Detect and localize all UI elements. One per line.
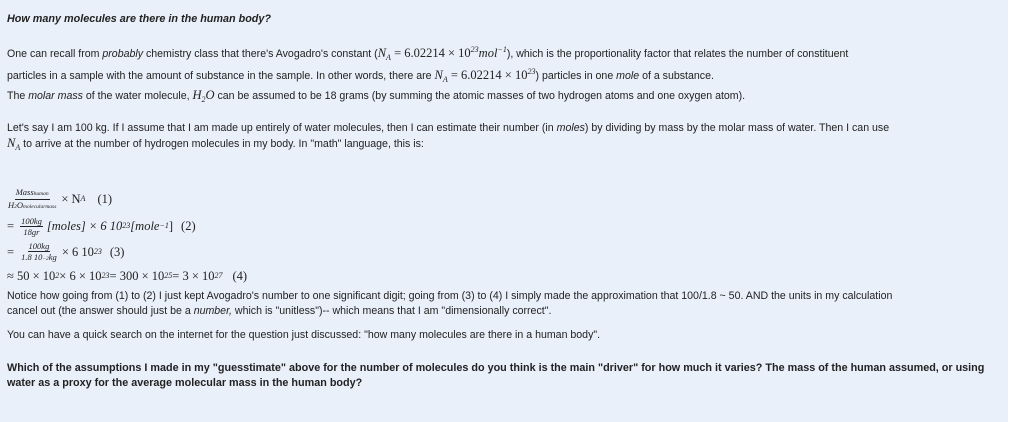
paragraph-estimate — [7, 121, 1000, 155]
math-sub: A — [80, 193, 86, 203]
equation-line-3 — [7, 239, 1000, 265]
math-na: $N_A = 6.02214 \times 10^{23}mol^{-1}$ — [377, 44, 507, 62]
text: chemistry class that there's Avogadro's constant ( — [143, 47, 378, 60]
text: which is "unitless")-- which means that I am "dimensionally correct". — [231, 304, 552, 317]
text-emphasis: molar mass — [28, 89, 83, 102]
math-text: × 6 × 10 — [59, 268, 102, 283]
right-margin — [1008, 0, 1024, 422]
text-emphasis: mole — [616, 70, 640, 82]
math-text: [moles] × 6 10 — [46, 218, 123, 233]
spacer — [7, 155, 1000, 185]
math-text: ] — [168, 218, 174, 233]
math-sup: 25 — [164, 270, 173, 280]
equation-tag: (4) — [232, 268, 248, 283]
text-emphasis: probably — [102, 47, 144, 60]
math-h2o: $H_2O$ — [192, 87, 215, 104]
equation-line-2 — [7, 213, 1000, 239]
fraction: $\frac{100kg}{18gr}$ — [21, 215, 42, 237]
math-sup: 2 — [55, 270, 60, 280]
text: cancel out (the answer should just be a — [7, 304, 194, 317]
text: ) by dividing by mass by the molar mass of water. Then I can use — [584, 122, 890, 134]
spacer — [7, 343, 1000, 361]
math-sup: 23 — [93, 246, 102, 256]
math-text: [mole — [130, 218, 160, 233]
text: ) particles in one — [535, 70, 617, 82]
text: of the water molecule, — [82, 89, 193, 102]
text: to arrive at the number of hydrogen molecules in my body. In "math" language, this is: — [20, 137, 424, 150]
text: of a substance. — [639, 70, 714, 82]
spacer — [7, 318, 1000, 328]
question-text: Which of the assumptions I made in my "guesstimate" above for the number of molecules do you think is the main "driver" for how much it varies? The mass of the human assumed, or using water as a proxy for the average molecular mass in the human body? — [7, 361, 985, 389]
paragraph-notice — [7, 289, 1000, 318]
spacer — [7, 107, 1000, 121]
math-na-2: $N_A = 6.02214 \times 10^{23}$ — [434, 67, 536, 84]
math-text: = 300 × 10 — [109, 268, 165, 283]
equation-tag: (2) — [181, 218, 196, 233]
text: One can recall from — [7, 47, 103, 60]
fraction: $\frac{\text{Masshuman}}{\text{H2Omolecularmass}}$ — [8, 186, 57, 210]
paragraph-avogadro — [7, 43, 1000, 108]
text: can be assumed to be 18 grams (by summing the atomic masses of two hydrogen atoms and one oxygen atom). — [214, 89, 746, 102]
math-text: × 6 10 — [61, 244, 94, 259]
text-emphasis: moles — [556, 122, 585, 134]
math-text: = 3 × 10 — [172, 268, 215, 283]
math-sup: −1 — [159, 220, 169, 230]
fraction: $\frac{100kg}{1.8 10-2kg}$ — [21, 240, 57, 262]
text: particles in a sample with the amount of substance in the sample. In other words, there are — [7, 70, 435, 82]
math-na-3: $N_A$ — [7, 135, 21, 152]
equation-line-4 — [7, 265, 1000, 287]
math-sup: 27 — [214, 270, 223, 280]
text-emphasis: number, — [193, 304, 232, 317]
equation-tag: (1) — [97, 191, 113, 206]
math-text: = — [7, 244, 15, 259]
text: Let's say I am 100 kg. If I assume that I am made up entirely of water molecules, then I can estimate their number (in — [7, 122, 557, 134]
math-text: = — [7, 218, 15, 233]
text: Notice how going from (1) to (2) I just kept Avogadro's number to one significant digit; going from (3) to (4) I simply made the approximation that 100/1.8 ~ 50. AND the units in my calculation — [7, 290, 893, 302]
math-sup: 23 — [101, 270, 110, 280]
text: The — [7, 89, 29, 102]
equation-block — [7, 185, 1000, 287]
page-title: How many molecules are there in the human body? — [7, 13, 271, 25]
math-text: ≈ 50 × 10 — [7, 268, 56, 283]
equation-line-1 — [7, 185, 1000, 213]
math-text: × N — [61, 191, 81, 206]
text: ), which is the proportionality factor that relates the number of constituent — [506, 47, 849, 60]
paragraph-search: You can have a quick search on the internet for the question just discussed: "how many molecules are there in a human body". — [7, 329, 601, 341]
equation-tag: (3) — [109, 244, 125, 259]
math-sup: 23 — [122, 220, 131, 230]
